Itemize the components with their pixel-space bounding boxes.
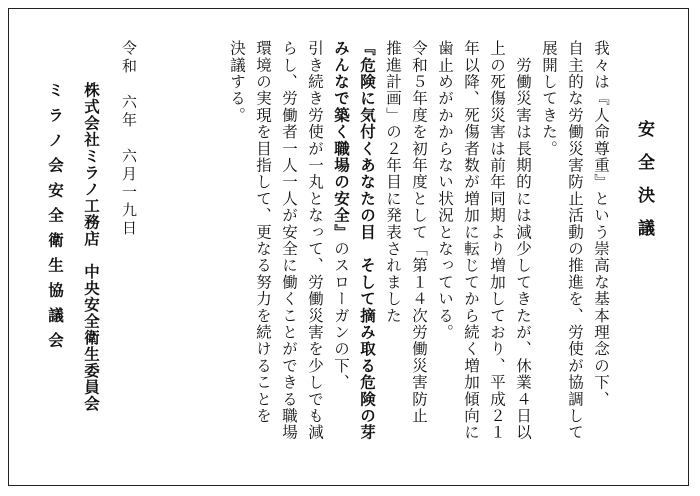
body-line: 環境の実現を目指して、更なる努力を続けることを (254, 40, 272, 425)
body-line: 自主的な労働災害防止活動の推進を、労使が協調して (566, 40, 584, 441)
body-line: 引き続き労使が一丸となって、労働災害を少しでも減 (306, 40, 324, 441)
body-line: 決議する。 (228, 40, 246, 124)
body-line: 歯止めがかからない状況となっている。 (436, 40, 454, 341)
body-line: 展開してきた。 (540, 40, 558, 157)
resolution-body (224, 40, 614, 470)
slogan-suffix: のスローガンの下、 (332, 240, 350, 391)
body-line: 労働災害は長期的には減少してきたが、休業４日以 (514, 40, 532, 441)
resolution-date: 令和 六年 六月一九日 (120, 40, 138, 238)
document-title: 安全決議 (634, 120, 654, 252)
body-line: 上の死傷災害は前年同期より増加しており、平成２１ (488, 40, 506, 441)
body-line: 推進計画」の２年目に発表されました (384, 40, 402, 324)
slogan-line-1: 『危険に気付くあなたの目 そして摘み取る危険の芽 (358, 40, 376, 441)
body-line: 我々は『人命尊重』という崇高な基本理念の下、 (592, 40, 610, 408)
organization-company: 株式会社ミラノ工務店 中央安全衛生委員会 (82, 82, 100, 412)
organization-council: ミラノ会安全衛生協議会 (46, 82, 64, 357)
slogan-bold-2: みんなで築く職場の安全』 (332, 40, 350, 241)
body-line: 令和５年度を初年度として「第１４次労働災害防止 (410, 40, 428, 425)
slogan-line-2 (328, 40, 354, 470)
body-line: 年以降、死傷者数が増加に転じてから続く増加傾向に (462, 40, 480, 441)
body-line: らし、労働者一人一人が安全に働くことができる職場 (280, 40, 298, 441)
